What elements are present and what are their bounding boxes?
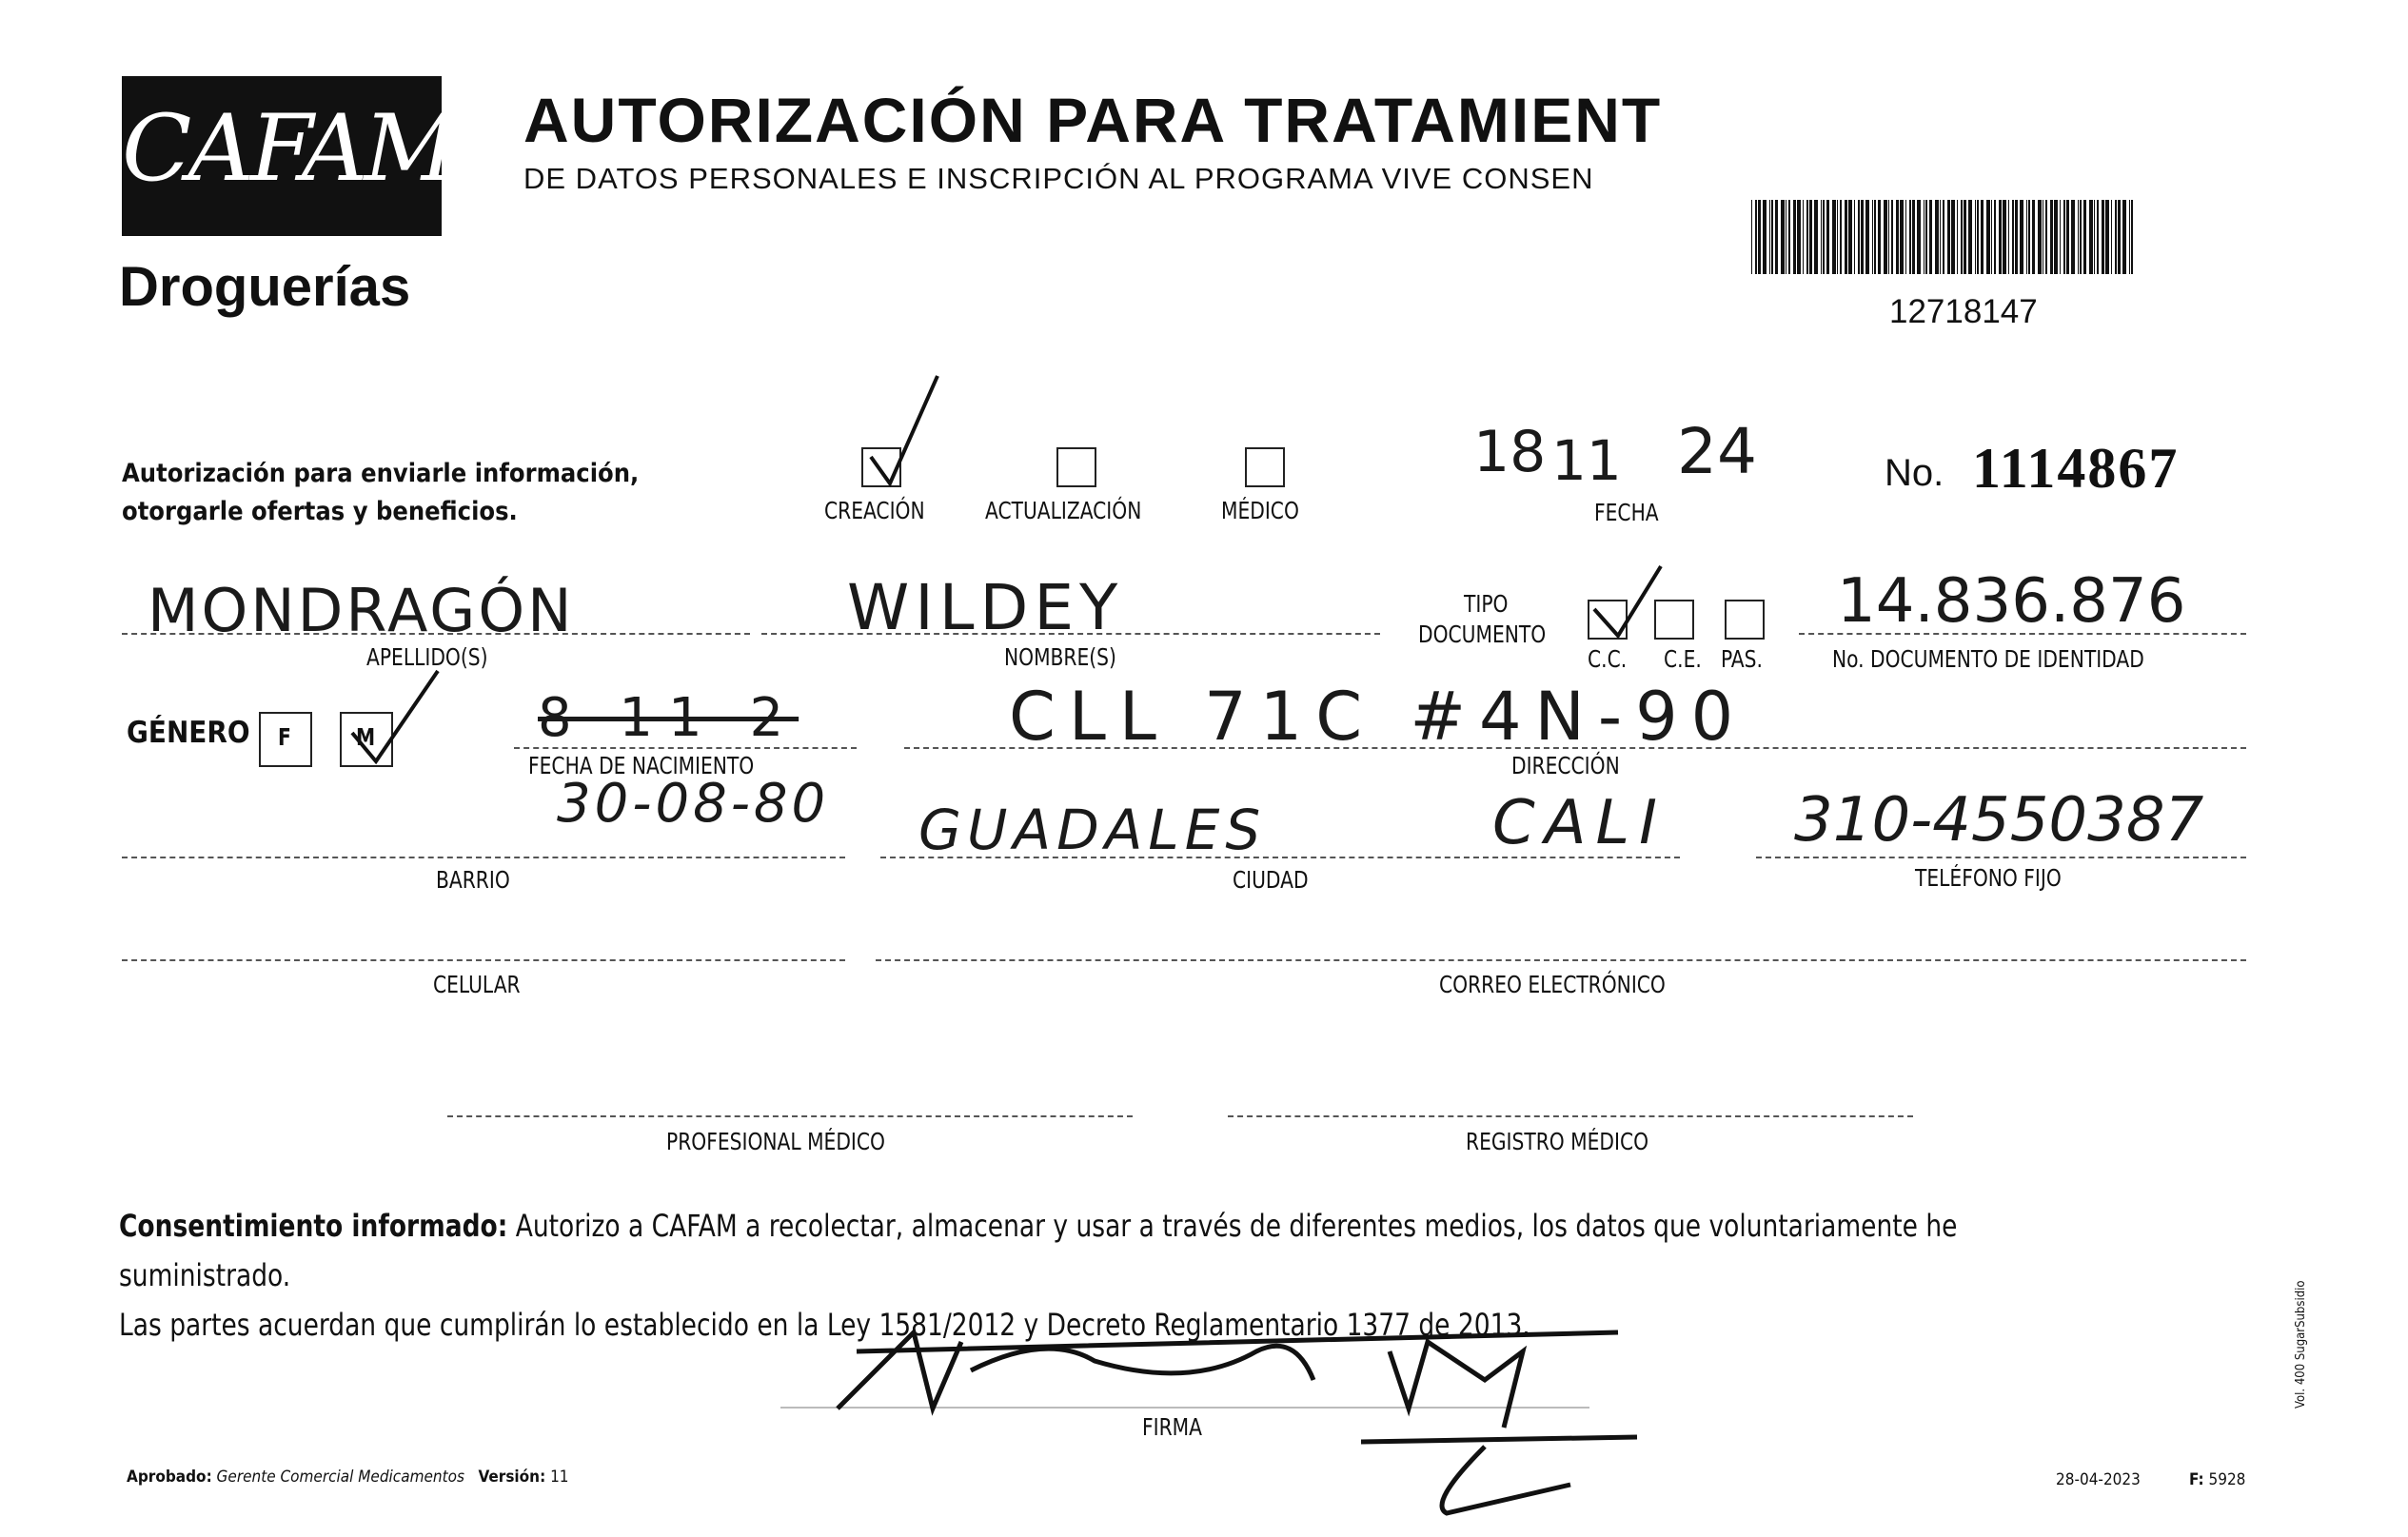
consent-text-2: Las partes acuerdan que cumplirán lo establecido en la Ley 1581/2012 y Decreto Reglamentario 1377 de 2013. [119,1307,1530,1343]
fecha-nacimiento-value: 30-08-80 [557,773,830,835]
label-medico: MÉDICO [1221,497,1299,524]
side-text: Vol. 400 SugarSubsidio [2294,1280,2308,1409]
ciudad-extra-value: CALI [1492,788,1667,858]
label-firma: FIRMA [1142,1413,1202,1441]
footer-version-label: Versión: [478,1468,546,1487]
form-subtitle: DE DATOS PERSONALES E INSCRIPCIÓN AL PROGRAMA VIVE CONSEN [523,162,1594,195]
fecha-nacimiento-crossed: 8 11 2 [538,687,799,749]
footer-aprobado-value: Gerente Comercial Medicamentos [216,1468,464,1487]
numero-documento-value: 14.836.876 [1837,566,2186,637]
label-pas: PAS. [1721,645,1763,673]
label-actualizacion: ACTUALIZACIÓN [985,497,1142,524]
telefono-value: 310-4550387 [1794,785,2204,856]
label-fecha-nacimiento: FECHA DE NACIMIENTO [528,752,755,779]
form-title: AUTORIZACIÓN PARA TRATAMIENT [523,85,1663,155]
label-genero-m: M [356,723,376,751]
label-documento: DOCUMENTO [1418,621,1547,648]
label-celular: CELULAR [433,971,521,998]
label-nombres: NOMBRE(S) [1004,643,1116,671]
fecha-month: 11 [1551,428,1622,493]
footer-date: 28-04-2023 [2056,1470,2141,1489]
label-correo: CORREO ELECTRÓNICO [1439,971,1666,998]
label-barrio: BARRIO [436,866,510,894]
brand-subtitle: Droguerías [119,256,411,318]
label-tipo: TIPO [1464,590,1509,618]
label-ciudad: CIUDAD [1233,866,1309,894]
label-genero-f: F [278,723,291,751]
label-ce: C.E. [1664,645,1702,673]
label-fecha: FECHA [1594,499,1659,526]
check-genero-m [352,671,438,761]
footer-code-label: F: [2189,1470,2204,1489]
fecha-year: 24 [1677,415,1757,488]
logo-text: CAFAM [122,95,454,202]
consent-bold: Consentimiento informado: [119,1208,508,1244]
numero-value: 1114867 [1972,437,2180,500]
footer-version-value: 11 [550,1468,569,1487]
footer-code-value: 5928 [2208,1470,2246,1489]
label-genero: GÉNERO [127,716,250,750]
check-cc [1594,566,1661,636]
intro-line-1: Autorización para enviarle información, [122,459,640,488]
apellidos-value: MONDRAGÓN [148,576,575,645]
footer-aprobado-label: Aprobado: [127,1468,212,1487]
label-cc: C.C. [1588,645,1628,673]
label-registro: REGISTRO MÉDICO [1466,1128,1649,1155]
consent-text-1: Autorizo a CAFAM a recolectar, almacenar y usar a través de diferentes medios, los datos que voluntariamente he suministrado. [119,1208,1958,1293]
label-profesional: PROFESIONAL MÉDICO [666,1128,885,1155]
label-numero-documento: No. DOCUMENTO DE IDENTIDAD [1832,645,2144,673]
barcode-number: 12718147 [1889,293,2038,330]
ciudad-value: GUADALES [918,798,1267,862]
signature-mark [838,1332,1637,1513]
label-apellidos: APELLIDO(S) [366,643,488,671]
check-creacion [871,376,938,483]
fecha-day: 18 [1473,419,1547,485]
nombres-value: WILDEY [847,571,1124,644]
intro-line-2: otorgarle ofertas y beneficios. [122,497,518,526]
direccion-value: CLL 71C #4N-90 [1009,678,1747,756]
numero-label: No. [1885,452,1944,494]
label-telefono: TELÉFONO FIJO [1915,864,2062,892]
label-creacion: CREACIÓN [824,497,925,524]
label-direccion: DIRECCIÓN [1511,752,1620,779]
